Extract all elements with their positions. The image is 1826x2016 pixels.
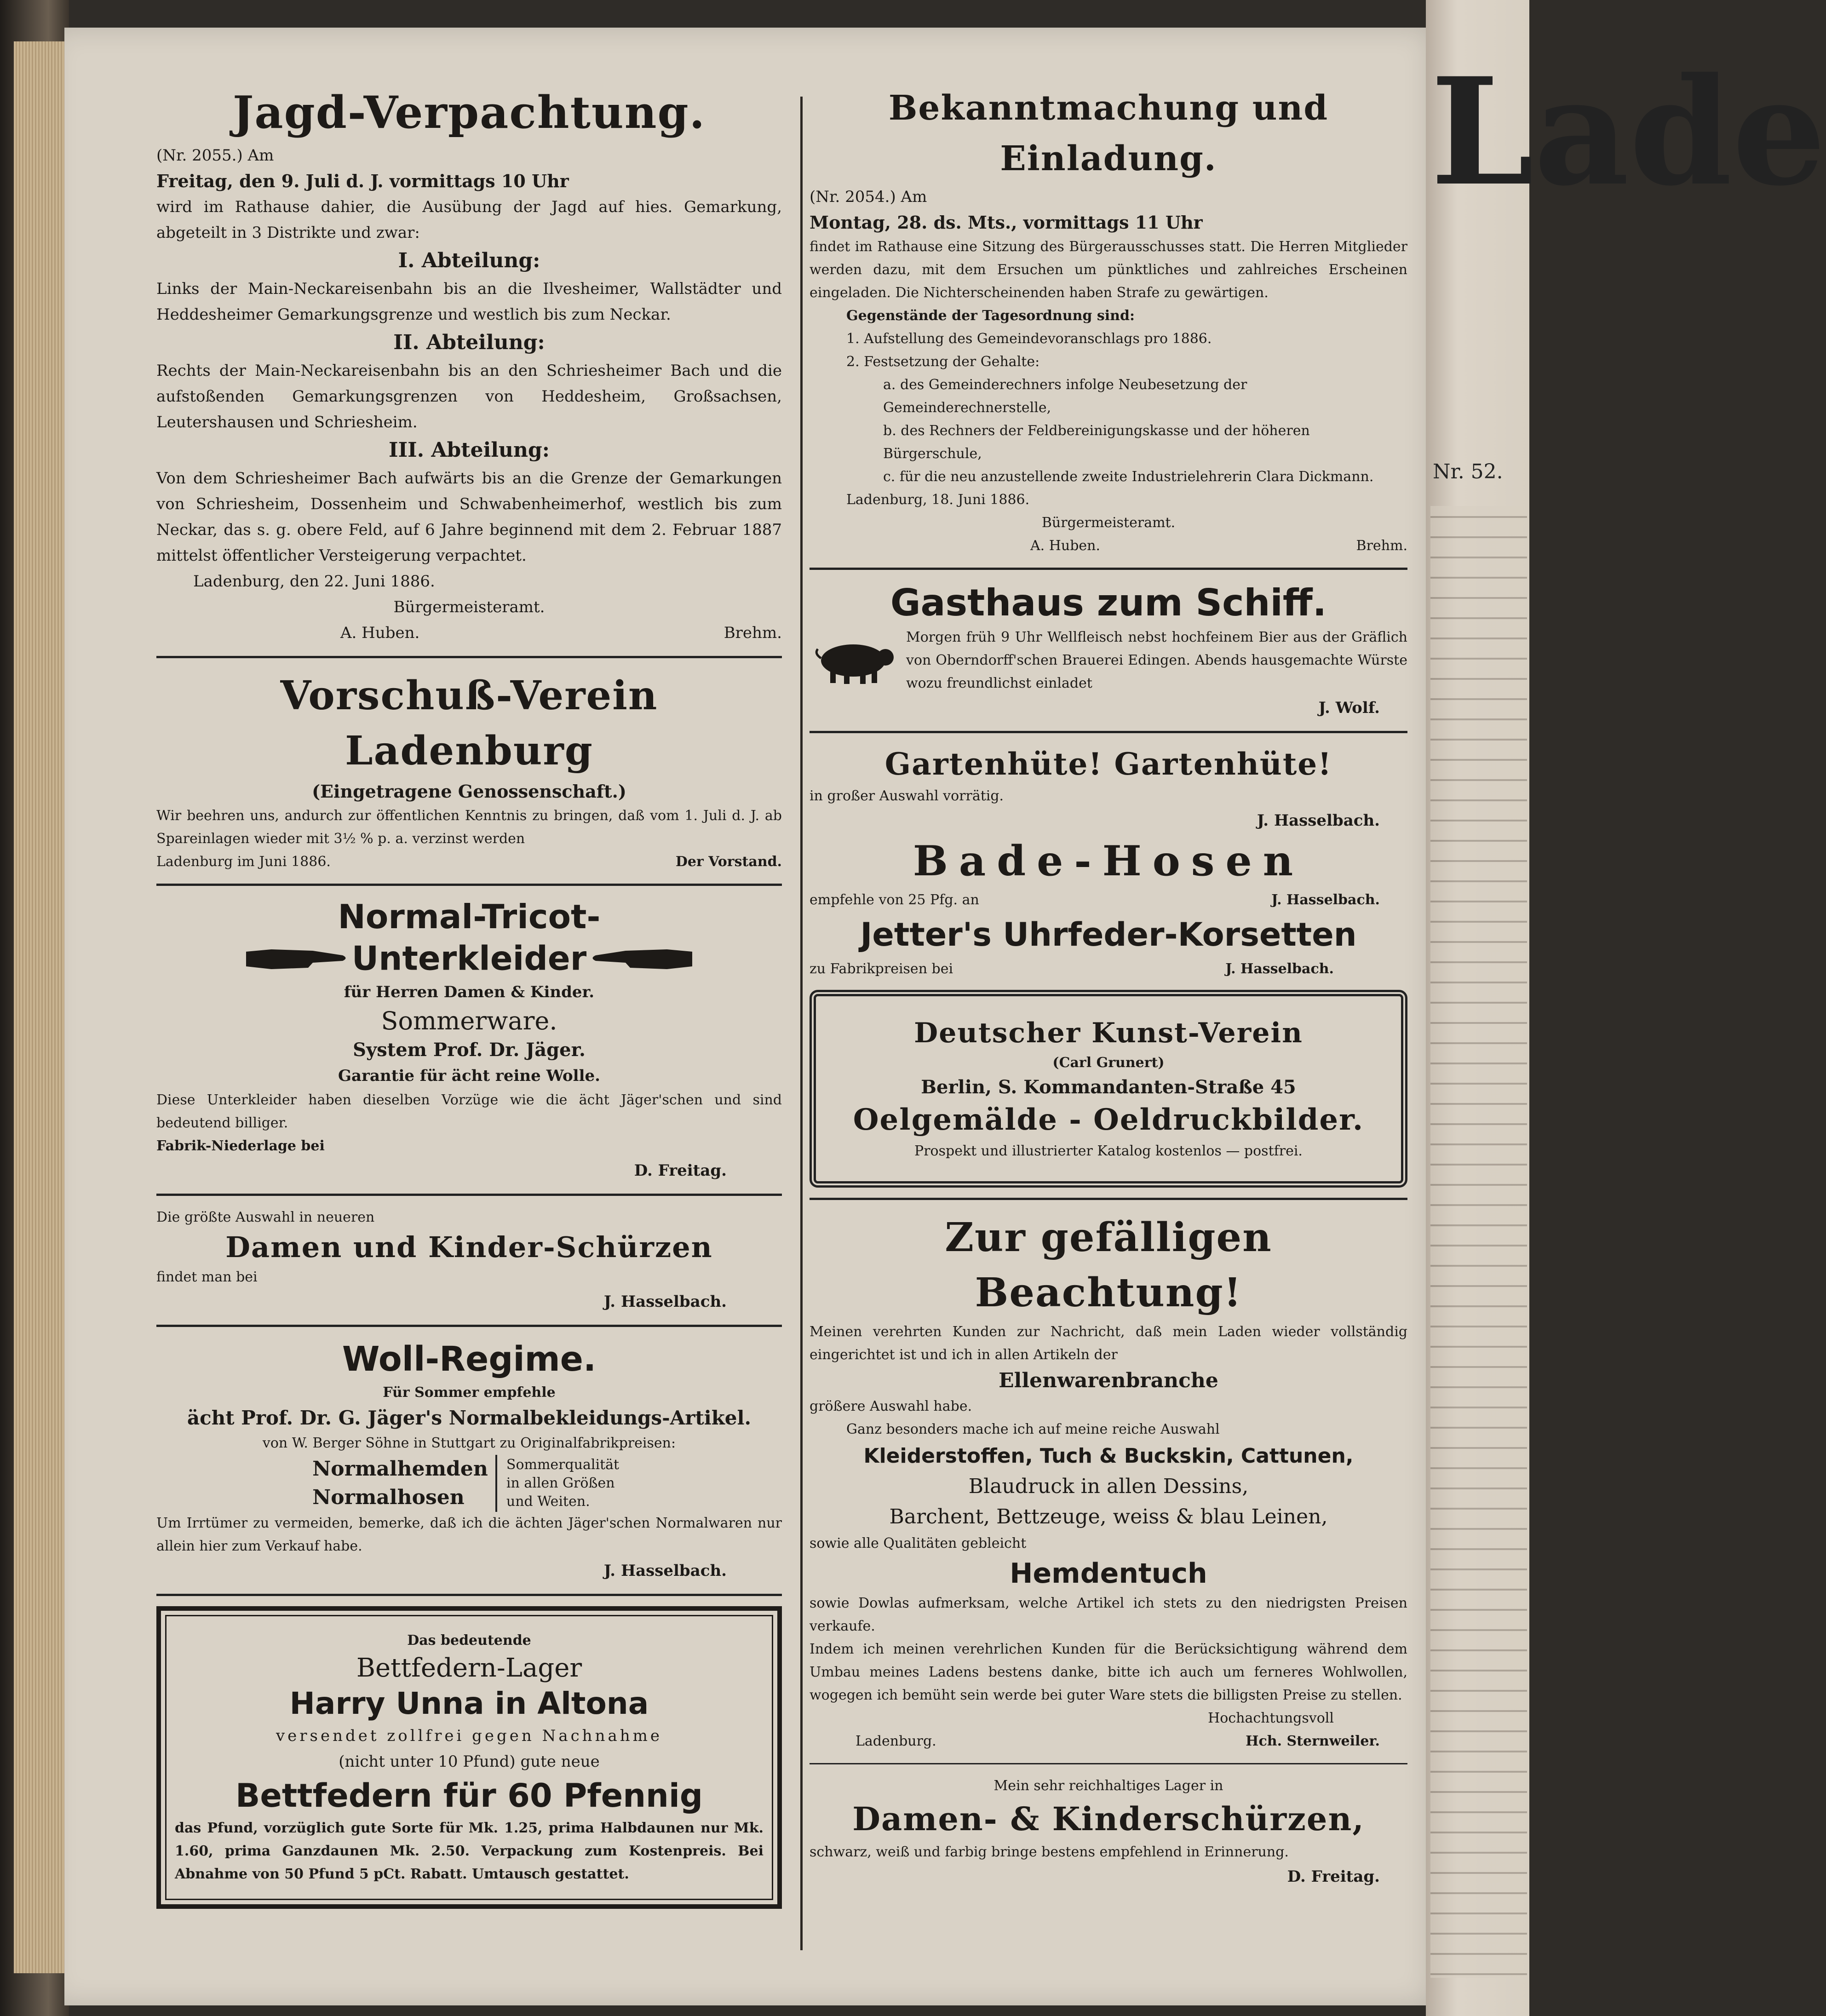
jagd-section-1-text: Links der Main-Neckareisenbahn bis an die Ilvesheimer, Wallstädter und Heddesheimer Gemarkungsgrenze und westlich bis zum Neckar. bbox=[156, 280, 782, 324]
tricot-guarantee: Garantie für ächt reine Wolle. bbox=[338, 1066, 600, 1085]
ad-normal-tricot bbox=[156, 896, 782, 1183]
unna-text: das Pfund, vorzüglich gute Sorte für Mk. 1.25, prima Halbdaunen nur Mk. 1.60, prima Ganzdaunen Mk. 2.50. Verpackung zum Kostenpreis. Bei Abnahme von 50 Pfund 5 pCt. Rabatt. Umtausch gestattet. bbox=[175, 1820, 764, 1882]
right-column bbox=[810, 83, 1407, 1890]
jetter-text: zu Fabrikpreisen bei bbox=[810, 961, 953, 977]
bekannt-sign-left: A. Huben. bbox=[1030, 538, 1101, 554]
divider-rule bbox=[810, 1198, 1407, 1200]
bekannt-office: Bürgermeisteramt. bbox=[1041, 515, 1176, 531]
beachtung-goods3: Barchent, Bettzeuge, weiss & blau Leinen, bbox=[889, 1505, 1328, 1528]
next-page-issue-number: Nr. 52. bbox=[1433, 460, 1503, 483]
beachtung-text4: sowie alle Qualitäten gebleicht bbox=[810, 1535, 1027, 1551]
jagd-sign-left: A. Huben. bbox=[340, 624, 420, 642]
divider-rule bbox=[156, 1594, 782, 1596]
bekannt-agenda-title: Gegenstände der Tagesordnung sind: bbox=[846, 308, 1135, 324]
tricot-line2: Unterkleider bbox=[351, 939, 587, 978]
ad-harry-unna bbox=[156, 1606, 782, 1909]
unna-lager: Bettfedern-Lager bbox=[356, 1653, 582, 1683]
woll-note: Sommerqualität in allen Größen und Weiten. bbox=[506, 1456, 620, 1510]
woll-items-row bbox=[156, 1455, 782, 1512]
next-page-text-lines bbox=[1430, 506, 1527, 1978]
tricot-text: Diese Unterkleider haben dieselben Vorzüge wie die ächt Jäger'schen und sind bedeutend billiger. bbox=[156, 1091, 782, 1131]
beachtung-goods1: Kleiderstoffen, Tuch & Buckskin, Cattunen, bbox=[863, 1444, 1354, 1468]
beachtung-text3: Ganz besonders mache ich auf meine reiche Auswahl bbox=[846, 1421, 1220, 1437]
schuerzen-title: Damen und Kinder-Schürzen bbox=[225, 1230, 713, 1264]
bekannt-agenda-2c: c. für die neu anzustellende zweite Industrielehrerin Clara Dickmann. bbox=[883, 469, 1374, 485]
jagd-title: Jagd-Verpachtung. bbox=[232, 86, 706, 138]
unna-big: Bettfedern für 60 Pfennig bbox=[235, 1776, 703, 1815]
kunst-owner: (Carl Grunert) bbox=[1052, 1055, 1165, 1071]
vorschuss-place-date: Ladenburg im Juni 1886. bbox=[156, 854, 331, 870]
woll-main: ächt Prof. Dr. G. Jäger's Normalbekleidungs-Artikel. bbox=[187, 1406, 752, 1429]
freitag-sign: D. Freitag. bbox=[1287, 1867, 1380, 1886]
beachtung-sign: Hch. Sternweiler. bbox=[1246, 1733, 1380, 1749]
beachtung-regards: Hochachtungsvoll bbox=[1208, 1710, 1334, 1726]
unna-ship: versendet zollfrei gegen Nachnahme bbox=[276, 1726, 663, 1745]
jagd-place-date: Ladenburg, den 22. Juni 1886. bbox=[193, 572, 435, 591]
jagd-intro: wird im Rathause dahier, die Ausübung der Jagd auf hies. Gemarkung, abgeteilt in 3 Distrikte und zwar: bbox=[156, 198, 782, 242]
left-column bbox=[156, 83, 782, 1909]
woll-item-hemden: Normalhemden bbox=[312, 1457, 488, 1481]
tricot-depot: Fabrik-Niederlage bei bbox=[156, 1137, 325, 1154]
bekannt-sign-right: Brehm. bbox=[1356, 538, 1407, 554]
pointing-hand-left-icon bbox=[589, 942, 695, 975]
beachtung-footer bbox=[810, 1730, 1407, 1753]
bekannt-agenda-2a: a. des Gemeinderechners infolge Neubesetzung der Gemeinderechnerstelle, bbox=[883, 377, 1247, 416]
beachtung-branch: Ellenwarenbranche bbox=[999, 1369, 1218, 1392]
ad-gartenhuete bbox=[810, 743, 1407, 833]
pig-icon bbox=[810, 635, 897, 686]
tricot-season: Sommerware. bbox=[381, 1006, 557, 1035]
freitag-pre: Mein sehr reichhaltiges Lager in bbox=[993, 1778, 1223, 1794]
schiff-title: Gasthaus zum Schiff. bbox=[890, 581, 1327, 624]
garten-text: in großer Auswahl vorrätig. bbox=[810, 788, 1004, 804]
kunst-big: Oelgemälde - Oeldruckbilder. bbox=[853, 1103, 1364, 1137]
ad-bekanntmachung bbox=[810, 83, 1407, 557]
unna-min: (nicht unter 10 Pfund) gute neue bbox=[339, 1752, 600, 1771]
woll-pre: Für Sommer empfehle bbox=[383, 1384, 556, 1401]
jagd-section-1-heading: I. Abteilung: bbox=[398, 249, 540, 272]
tricot-sign: D. Freitag. bbox=[634, 1161, 727, 1180]
beachtung-title: Zur gefälligen Beachtung! bbox=[945, 1214, 1272, 1316]
bekannt-title: Bekanntmachung und Einladung. bbox=[888, 88, 1329, 178]
woll-sign: J. Hasselbach. bbox=[603, 1561, 727, 1580]
column-divider bbox=[800, 97, 803, 1950]
divider-rule bbox=[156, 656, 782, 658]
jetter-title: Jetter's Uhrfeder-Korsetten bbox=[860, 916, 1357, 953]
schuerzen-post: findet man bei bbox=[156, 1269, 258, 1285]
bade-footer bbox=[810, 889, 1407, 912]
vorschuss-title: Vorschuß-Verein Ladenburg bbox=[280, 672, 658, 774]
ad-freitag-schuerzen bbox=[810, 1775, 1407, 1890]
freitag-text: schwarz, weiß und farbig bringe bestens empfehlend in Erinnerung. bbox=[810, 1844, 1289, 1860]
jetter-footer bbox=[810, 958, 1407, 981]
divider-rule bbox=[156, 1194, 782, 1196]
schuerzen-sign: J. Hasselbach. bbox=[603, 1292, 727, 1311]
beachtung-text5: sowie Dowlas aufmerksam, welche Artikel ich stets zu den niedrigsten Preisen verkaufe. bbox=[810, 1595, 1407, 1634]
tricot-system: System Prof. Dr. Jäger. bbox=[353, 1039, 586, 1061]
page-edges bbox=[14, 41, 69, 1973]
bekannt-ref: (Nr. 2054.) Am bbox=[810, 188, 927, 206]
jagd-section-3-heading: III. Abteilung: bbox=[388, 438, 550, 462]
beachtung-goods2: Blaudruck in allen Dessins, bbox=[968, 1475, 1249, 1498]
jagd-date: Freitag, den 9. Juli d. J. vormittags 10 Uhr bbox=[156, 171, 569, 191]
kunst-address: Berlin, S. Kommandanten-Straße 45 bbox=[921, 1076, 1296, 1098]
jetter-sign: J. Hasselbach. bbox=[1225, 961, 1334, 977]
woll-items bbox=[312, 1455, 497, 1512]
garten-title: Gartenhüte! Gartenhüte! bbox=[884, 746, 1332, 782]
beachtung-text1: Meinen verehrten Kunden zur Nachricht, daß mein Laden wieder vollständig eingerichtet ist und ich in allen Artikeln der bbox=[810, 1324, 1407, 1363]
jagd-section-2-text: Rechts der Main-Neckareisenbahn bis an den Schriesheimer Bach und die aufstoßenden Gemarkungsgrenzen von Heddesheim, Großsachsen, Leutershausen und Schriesheim. bbox=[156, 362, 782, 431]
woll-text: Um Irrtümer zu vermeiden, bemerke, daß ich die ächten Jäger'schen Normalwaren nur allein hier zum Verkauf habe. bbox=[156, 1515, 782, 1554]
bekannt-date: Montag, 28. ds. Mts., vormittags 11 Uhr bbox=[810, 212, 1203, 233]
jagd-ref: (Nr. 2055.) Am bbox=[156, 146, 274, 165]
bade-title: Bade-Hosen bbox=[913, 837, 1304, 885]
unna-name: Harry Unna in Altona bbox=[289, 1685, 649, 1721]
vorschuss-footer bbox=[156, 850, 782, 873]
tricot-line1: Normal-Tricot- bbox=[338, 897, 601, 936]
kunst-title: Deutscher Kunst-Verein bbox=[914, 1017, 1303, 1049]
next-page-masthead: Lade bbox=[1430, 46, 1826, 218]
divider-rule bbox=[156, 884, 782, 886]
kunst-text: Prospekt und illustrierter Katalog kostenlos — postfrei. bbox=[914, 1143, 1303, 1159]
woll-item-hosen: Normalhosen bbox=[312, 1485, 465, 1509]
divider-rule bbox=[810, 1763, 1407, 1764]
divider-rule bbox=[156, 1325, 782, 1327]
tricot-for: für Herren Damen & Kinder. bbox=[344, 982, 595, 1001]
next-page-edge bbox=[1426, 0, 1826, 2016]
ad-schuerzen-hasselbach bbox=[156, 1206, 782, 1315]
freitag-title: Damen- & Kinderschürzen, bbox=[852, 1800, 1365, 1838]
beachtung-place: Ladenburg. bbox=[856, 1733, 936, 1749]
bekannt-agenda-1: 1. Aufstellung des Gemeindevoranschlags pro 1886. bbox=[846, 331, 1212, 347]
bekannt-place-date: Ladenburg, 18. Juni 1886. bbox=[846, 492, 1030, 508]
pointing-hand-right-icon bbox=[244, 942, 350, 975]
tricot-line2-row bbox=[156, 937, 782, 979]
schiff-body bbox=[810, 626, 1407, 695]
unna-pre: Das bedeutende bbox=[407, 1632, 531, 1648]
divider-rule bbox=[810, 731, 1407, 733]
bade-text: empfehle von 25 Pfg. an bbox=[810, 892, 979, 908]
jagd-sign-right: Brehm. bbox=[724, 624, 782, 642]
ad-jetter-korsetten bbox=[810, 912, 1407, 981]
jagd-section-3-text: Von dem Schriesheimer Bach aufwärts bis an die Grenze der Gemarkungen von Schriesheim, Dossenheim und Schwabenheimerhof, westlich bis zum Neckar, das s. g. obere Feld, auf 6 Jahre beginnend mit dem 2. Februar 1887 mittelst öffentlicher Versteigerung verpachtet. bbox=[156, 469, 782, 565]
bekannt-agenda-2b: b. des Rechners der Feldbereinigungskasse und der höheren Bürgerschule, bbox=[883, 423, 1310, 462]
garten-sign: J. Hasselbach. bbox=[1257, 811, 1380, 830]
woll-source: von W. Berger Söhne in Stuttgart zu Originalfabrikpreisen: bbox=[262, 1435, 676, 1451]
vorschuss-sign: Der Vorstand. bbox=[675, 854, 782, 870]
bekannt-agenda-2: 2. Festsetzung der Gehalte: bbox=[846, 354, 1040, 370]
jagd-office: Bürgermeisteramt. bbox=[393, 598, 545, 616]
beachtung-text2: größere Auswahl habe. bbox=[810, 1398, 972, 1414]
ad-jagd-verpachtung bbox=[156, 83, 782, 646]
ad-zur-beachtung bbox=[810, 1210, 1407, 1753]
beachtung-text6: Indem ich meinen verehrlichen Kunden für die Berücksichtigung während dem Umbau meines Ladens bestens danke, bitte ich auch um ferneres Wohlwollen, wogegen ich bemüht sein werde bei guter Ware stets die billigsten Preise zu stellen. bbox=[810, 1641, 1407, 1703]
schuerzen-pre: Die größte Auswahl in neueren bbox=[156, 1209, 375, 1225]
schiff-sign: J. Wolf. bbox=[1318, 699, 1380, 717]
bekannt-signatures bbox=[810, 534, 1407, 557]
beachtung-goods4: Hemdentuch bbox=[1010, 1557, 1207, 1590]
schiff-text: Morgen früh 9 Uhr Wellfleisch nebst hochfeinem Bier aus der Gräflich von Oberndorff'schen Brauerei Edingen. Abends hausgemachte Würste wozu freundlichst einladet bbox=[906, 629, 1407, 691]
jagd-section-2-heading: II. Abteilung: bbox=[393, 331, 545, 354]
bekannt-text: findet im Rathause eine Sitzung des Bürgerausschusses statt. Die Herren Mitglieder werden dazu, mit dem Ersuchen um pünktliches und zahlreiches Erscheinen eingeladen. Die Nichterscheinenden haben Strafe zu gewärtigen. bbox=[810, 239, 1407, 301]
bade-sign: J. Hasselbach. bbox=[1271, 892, 1380, 908]
divider-rule bbox=[810, 568, 1407, 570]
ad-kunst-verein bbox=[810, 990, 1407, 1188]
woll-title: Woll-Regime. bbox=[342, 1339, 597, 1379]
ad-gasthaus-schiff bbox=[810, 580, 1407, 721]
ad-bade-hosen bbox=[810, 833, 1407, 912]
ad-woll-regime bbox=[156, 1337, 782, 1584]
vorschuss-text: Wir beehren uns, andurch zur öffentlichen Kenntnis zu bringen, daß vom 1. Juli d. J. ab Spareinlagen wieder mit 3½ % p. a. verzinst werden bbox=[156, 808, 782, 847]
jagd-signatures bbox=[156, 620, 782, 646]
ad-vorschuss-verein bbox=[156, 668, 782, 873]
vorschuss-subtitle: (Eingetragene Genossenschaft.) bbox=[312, 781, 626, 802]
